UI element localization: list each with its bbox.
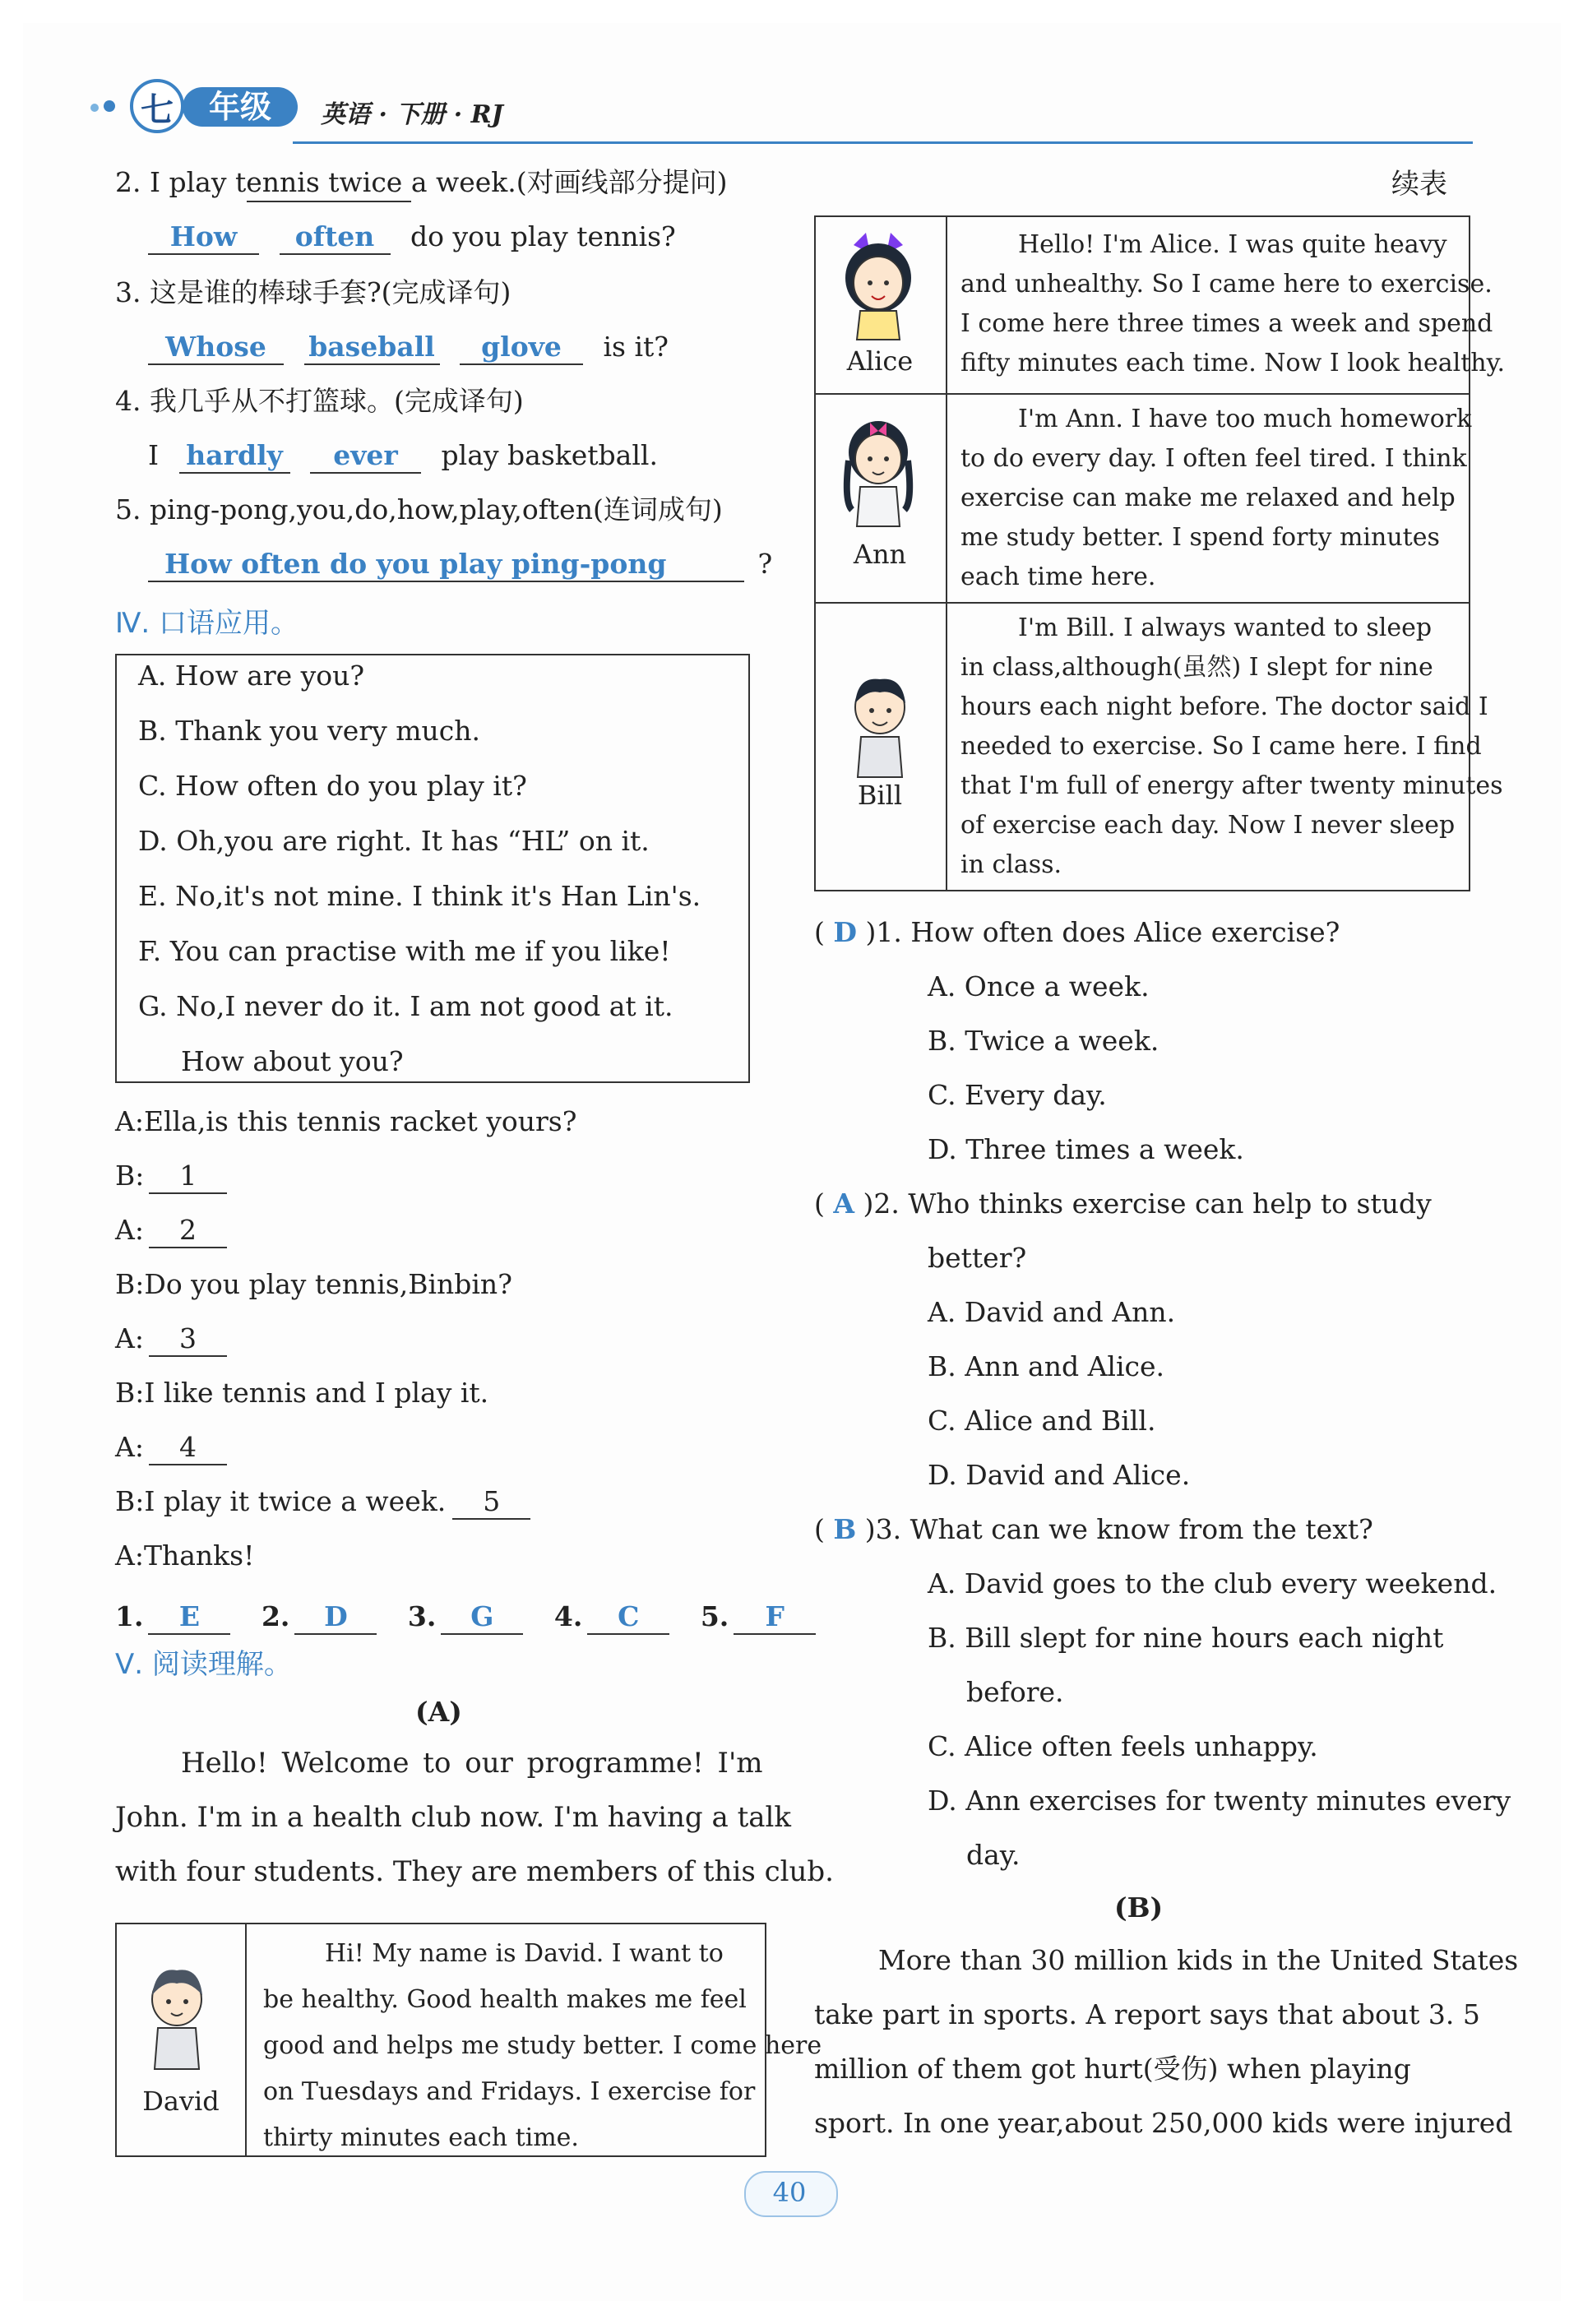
- david-line-2: be healthy. Good health makes me feel: [263, 1985, 747, 2014]
- q3-blank-1: Whose: [148, 331, 284, 365]
- mc-2-text: 2. Who thinks exercise can help to study: [873, 1187, 1432, 1220]
- alice-line-1: Hello! I'm Alice. I was quite heavy: [1018, 230, 1447, 259]
- alice-line-3: I come here three times a week and spend: [960, 309, 1493, 338]
- mc-2-question: ( A )2. Who thinks exercise can help to study: [814, 1187, 1432, 1220]
- q2-prompt: 2. I play tennis twice a week.(对画线部分提问): [115, 166, 728, 198]
- dialog-speaker: A:: [115, 1322, 144, 1354]
- ann-line-4: me study better. I spend forty minutes: [960, 523, 1440, 552]
- q3-blank-3: glove: [460, 331, 583, 365]
- dialog-speaker: A:: [115, 1214, 144, 1246]
- mc-2-question-cont: better?: [928, 1242, 1027, 1274]
- dialog-line-8: [115, 1484, 530, 1520]
- dialog-speaker: A:: [115, 1431, 144, 1463]
- mc-3-question: ( B )3. What can we know from the text?: [814, 1513, 1373, 1545]
- bill-line-1: I'm Bill. I always wanted to sleep: [1018, 613, 1433, 642]
- dialog-line-6: B:I like tennis and I play it.: [115, 1377, 489, 1409]
- bill-line-2: in class,although(虽然) I slept for nine: [960, 653, 1433, 682]
- dialog-blank-3: 3: [149, 1322, 227, 1357]
- passage-a-line-1: Hello! Welcome to our programme! I'm: [181, 1747, 763, 1780]
- mc-2-answer: A: [833, 1187, 854, 1220]
- mc-3-opt-b: B. Bill slept for nine hours each night: [928, 1622, 1444, 1654]
- dialog-blank-4: 4: [149, 1431, 227, 1465]
- logo-dots: [90, 99, 123, 115]
- grade-char: 七: [141, 91, 174, 129]
- row-divider-1: [814, 393, 1470, 395]
- bill-name: Bill: [857, 780, 903, 811]
- subject-label: 英语 · 下册 · RJ: [321, 100, 503, 129]
- header-rule: [293, 141, 1473, 144]
- mc-1-opt-b: B. Twice a week.: [928, 1025, 1159, 1057]
- q4-tail: play basketball.: [441, 439, 658, 471]
- dialog-line-9: A:Thanks!: [115, 1539, 255, 1572]
- option-g-cont: How about you?: [181, 1045, 404, 1077]
- dialog-line-5: [115, 1321, 227, 1357]
- mc-2-opt-a: A. David and Ann.: [928, 1296, 1176, 1328]
- answer-num-2: 2.: [261, 1600, 290, 1632]
- passage-b-line-2: take part in sports. A report says that about 3. 5: [814, 1998, 1480, 2030]
- passage-a-line-2: John. I'm in a health club now. I'm having a talk: [115, 1801, 791, 1834]
- answer-5: F: [734, 1600, 816, 1635]
- mc-3-text: 3. What can we know from the text?: [875, 1513, 1373, 1545]
- alice-line-4: fifty minutes each time. Now I look healthy.: [960, 349, 1506, 377]
- answer-2: D: [294, 1600, 377, 1635]
- ann-line-1: I'm Ann. I have too much homework: [1018, 405, 1472, 433]
- option-b: B. Thank you very much.: [138, 715, 481, 747]
- option-a: A. How are you?: [138, 660, 365, 692]
- section-5-title: Ⅴ. 阅读理解。: [115, 1648, 292, 1681]
- mc-3-opt-a: A. David goes to the club every weekend.: [928, 1567, 1497, 1599]
- q2-blank-1: How: [148, 220, 259, 255]
- q4-blank-1: hardly: [179, 439, 290, 474]
- dialog-line-7: [115, 1429, 227, 1465]
- mc-3-opt-b-cont: before.: [966, 1676, 1064, 1708]
- david-avatar: [140, 1962, 214, 2086]
- bill-line-4: needed to exercise. So I came here. I find: [960, 732, 1482, 761]
- q2-blank-2: often: [280, 220, 391, 255]
- ann-avatar: [837, 411, 919, 535]
- students-table-divider: [946, 215, 947, 891]
- david-line-3: good and helps me study better. I come here: [263, 2031, 822, 2060]
- alice-name: Alice: [846, 345, 914, 377]
- grade-logo: [90, 79, 296, 135]
- bill-line-6: of exercise each day. Now I never sleep: [960, 811, 1456, 840]
- mc-2-opt-c: C. Alice and Bill.: [928, 1405, 1156, 1437]
- mc-2-opt-d: D. David and Alice.: [928, 1459, 1191, 1491]
- dialog-line-1: A:Ella,is this tennis racket yours?: [115, 1105, 577, 1137]
- section-4-title: Ⅳ. 口语应用。: [115, 607, 299, 640]
- q2-answer-row: [148, 219, 676, 255]
- dialog-speaker: B:: [115, 1160, 145, 1192]
- ann-line-2: to do every day. I often feel tired. I think: [960, 444, 1467, 473]
- dialog-answers: [115, 1599, 816, 1635]
- dialog-text: B:I play it twice a week.: [115, 1485, 447, 1517]
- answer-num-5: 5.: [700, 1600, 729, 1632]
- bill-avatar: [843, 674, 917, 781]
- q5-tail: ?: [757, 548, 773, 580]
- answer-1: E: [148, 1600, 230, 1635]
- dialog-blank-1: 1: [149, 1160, 227, 1194]
- bill-line-5: that I'm full of energy after twenty minutes: [960, 771, 1503, 800]
- option-f: F. You can practise with me if you like!: [138, 935, 671, 967]
- mc-1-text: 1. How often does Alice exercise?: [876, 916, 1340, 948]
- bill-line-3: hours each night before. The doctor said I: [960, 692, 1488, 721]
- grade-label: 年级: [183, 87, 298, 127]
- q3-blank-2: baseball: [304, 331, 440, 365]
- david-line-1: Hi! My name is David. I want to: [325, 1939, 724, 1968]
- option-g: G. No,I never do it. I am not good at it.: [138, 990, 673, 1022]
- part-a-label: (A): [415, 1696, 462, 1728]
- passage-b-line-4: sport. In one year,about 250,000 kids were injured: [814, 2107, 1513, 2139]
- part-b-label: (B): [1114, 1891, 1164, 1924]
- ann-name: Ann: [853, 539, 907, 570]
- ann-line-5: each time here.: [960, 562, 1156, 591]
- mc-1-answer: D: [833, 916, 857, 948]
- passage-b-line-1: More than 30 million kids in the United States: [878, 1944, 1519, 1976]
- alice-avatar: [837, 229, 919, 344]
- mc-1-opt-d: D. Three times a week.: [928, 1133, 1244, 1165]
- q3-answer-row: [148, 329, 669, 365]
- dialog-line-3: [115, 1212, 227, 1248]
- passage-b-line-3: million of them got hurt(受伤) when playing: [814, 2053, 1411, 2085]
- mc-3-opt-c: C. Alice often feels unhappy.: [928, 1730, 1318, 1762]
- mc-3-opt-d-cont: day.: [966, 1839, 1021, 1871]
- mc-3-opt-d: D. Ann exercises for twenty minutes every: [928, 1785, 1511, 1817]
- passage-a-line-3: with four students. They are members of this club.: [115, 1855, 834, 1888]
- mc-1-opt-c: C. Every day.: [928, 1079, 1107, 1111]
- david-line-4: on Tuesdays and Fridays. I exercise for: [263, 2077, 756, 2106]
- q5-prompt: 5. ping-pong,you,do,how,play,often(连词成句): [115, 493, 723, 525]
- q4-head: I: [148, 439, 160, 471]
- q2-tail: do you play tennis?: [410, 220, 676, 252]
- option-c: C. How often do you play it?: [138, 770, 527, 802]
- answer-4: C: [587, 1600, 669, 1635]
- q4-answer-row: [148, 437, 658, 474]
- david-divider: [245, 1923, 247, 2157]
- bill-line-7: in class.: [960, 850, 1062, 879]
- q5-answer: How often do you play ping-pong: [148, 548, 744, 582]
- q4-blank-2: ever: [310, 439, 421, 474]
- q2-underline: [247, 201, 411, 202]
- mc-3-answer: B: [833, 1513, 857, 1545]
- answer-num-1: 1.: [115, 1600, 144, 1632]
- ann-line-3: exercise can make me relaxed and help: [960, 484, 1456, 512]
- david-name: David: [142, 2086, 220, 2117]
- q3-tail: is it?: [603, 331, 669, 363]
- mc-1-question: ( D )1. How often does Alice exercise?: [814, 916, 1340, 948]
- mc-1-opt-a: A. Once a week.: [928, 970, 1150, 1002]
- answer-3: G: [441, 1600, 523, 1635]
- mc-2-opt-b: B. Ann and Alice.: [928, 1350, 1165, 1382]
- alice-line-2: and unhealthy. So I came here to exercise.: [960, 270, 1493, 299]
- answer-num-4: 4.: [553, 1600, 583, 1632]
- page-number: 40: [772, 2177, 807, 2208]
- option-e: E. No,it's not mine. I think it's Han Lin's.: [138, 880, 701, 912]
- row-divider-2: [814, 602, 1470, 604]
- dialog-line-4: B:Do you play tennis,Binbin?: [115, 1268, 512, 1300]
- dialog-blank-5: 5: [452, 1485, 530, 1520]
- dialog-blank-2: 2: [149, 1214, 227, 1248]
- option-d: D. Oh,you are right. It has “HL” on it.: [138, 825, 650, 857]
- david-line-5: thirty minutes each time.: [263, 2123, 579, 2152]
- continue-label: 续表: [1391, 168, 1447, 201]
- q4-prompt: 4. 我几乎从不打篮球。(完成译句): [115, 385, 524, 417]
- q5-answer-row: [148, 546, 772, 582]
- dialog-line-2: [115, 1158, 227, 1194]
- q3-prompt: 3. 这是谁的棒球手套?(完成译句): [115, 276, 511, 308]
- answer-num-3: 3.: [407, 1600, 437, 1632]
